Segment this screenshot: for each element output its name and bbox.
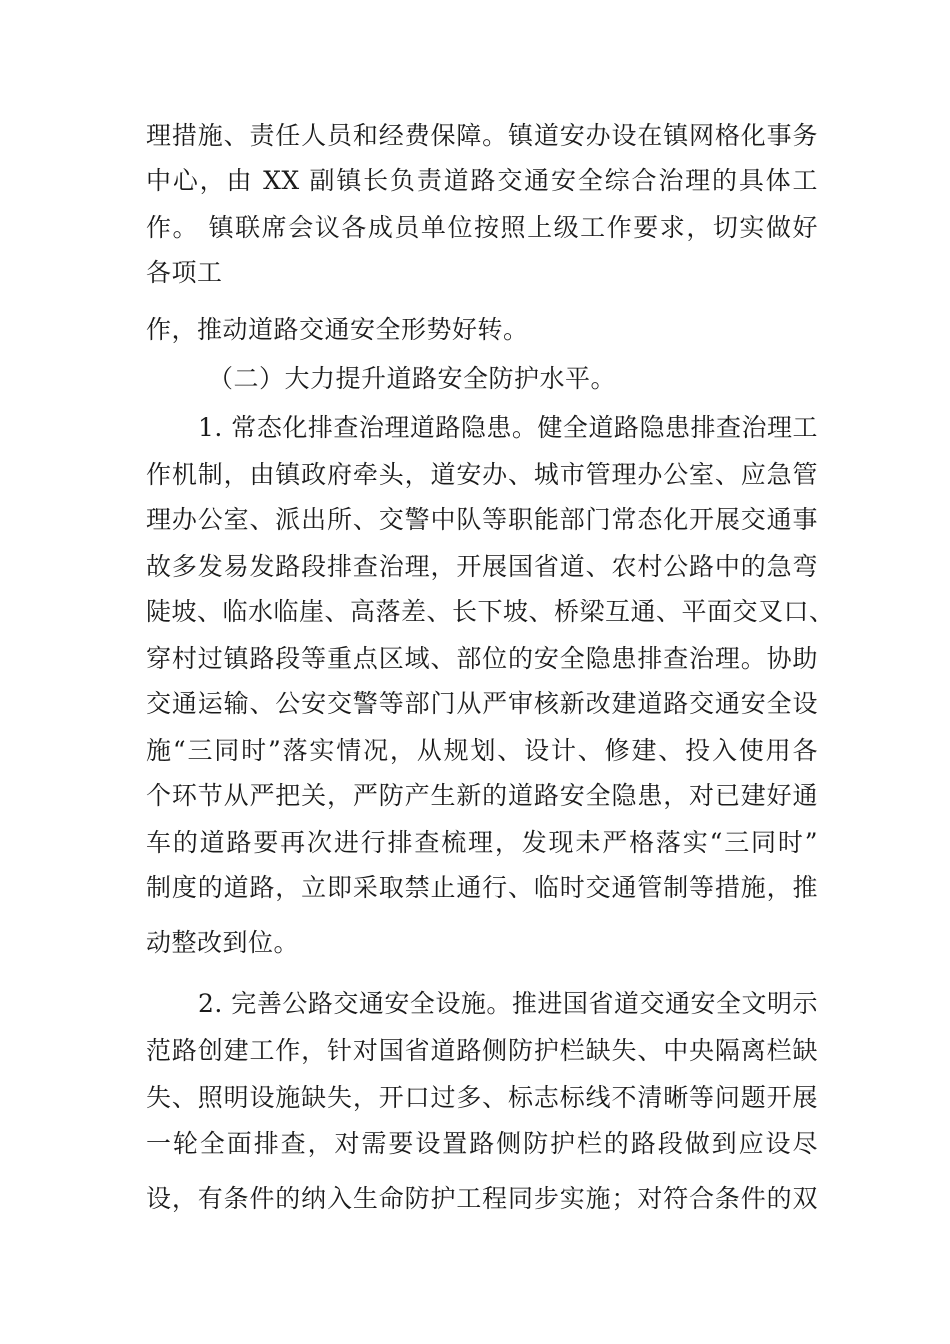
text-line: 理措施、责任人员和经费保障。镇道安办设在镇网格化事务 <box>146 121 818 150</box>
section-heading: （二）大力提升道路安全防护水平。 <box>208 364 617 393</box>
text-line: 2. 完善公路交通安全设施。推进国省道交通安全文明示 <box>198 989 818 1018</box>
text-line: 范路创建工作，针对国省道路侧防护栏缺失、中央隔离栏缺 <box>146 1036 818 1065</box>
text-line: 各项工 <box>146 258 223 287</box>
text-line: 作，推动道路交通安全形势好转。 <box>146 315 529 344</box>
text-line: 穿村过镇路段等重点区域、部位的安全隐患排查治理。协助 <box>146 644 818 673</box>
text-line: 1. 常态化排查治理道路隐患。健全道路隐患排查治理工 <box>198 413 818 442</box>
text-line: 制度的道路，立即采取禁止通行、临时交通管制等措施，推 <box>146 873 818 902</box>
text-line: 动整改到位。 <box>146 928 300 957</box>
text-line: 车的道路要再次进行排查梳理，发现未严格落实“三同时” <box>146 828 818 857</box>
text-line: 陡坡、临水临崖、高落差、长下坡、桥梁互通、平面交叉口、 <box>146 597 835 626</box>
text-line: 设，有条件的纳入生命防护工程同步实施；对符合条件的双 <box>146 1184 818 1213</box>
text-line: 施“三同时”落实情况，从规划、设计、修建、投入使用各 <box>146 736 818 765</box>
text-line: 交通运输、公安交警等部门从严审核新改建道路交通安全设 <box>146 689 818 718</box>
text-line: 一轮全面排查，对需要设置路侧防护栏的路段做到应设尽 <box>146 1129 818 1158</box>
text-line: 故多发易发路段排查治理，开展国省道、农村公路中的急弯 <box>146 552 818 581</box>
text-line: 理办公室、派出所、交警中队等职能部门常态化开展交通事 <box>146 505 818 534</box>
text-line: 中心，由 XX 副镇长负责道路交通安全综合治理的具体工 <box>146 166 818 195</box>
text-line: 作机制，由镇政府牵头，道安办、城市管理办公室、应急管 <box>146 460 818 489</box>
text-line: 失、照明设施缺失，开口过多、标志标线不清晰等问题开展 <box>146 1083 818 1112</box>
text-line: 作。 镇联席会议各成员单位按照上级工作要求，切实做好 <box>146 213 818 242</box>
text-line: 个环节从严把关，严防产生新的道路安全隐患，对已建好通 <box>146 781 818 810</box>
